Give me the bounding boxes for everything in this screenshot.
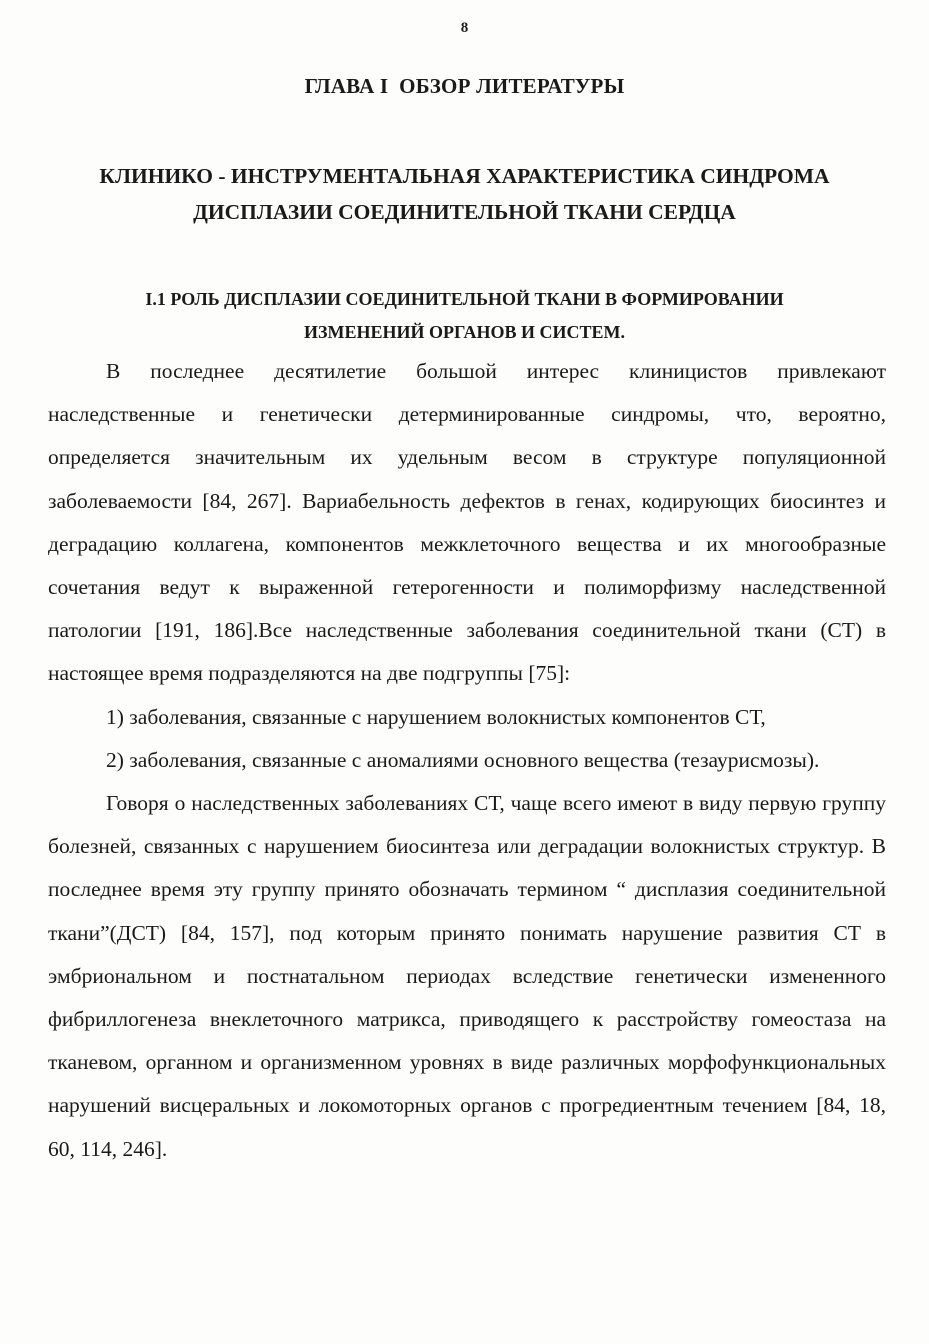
paragraph-intro: В последнее десятилетие большой интерес клиницистов привлекают наследственные и генетически детерминированные синдромы, что, вероятно, определяется значительным их удельным весом в структуре популяционной заболеваемости [84, 267]. Вариабельность дефектов в генах, кодирующих биосинтез и деградацию коллагена, компонентов межклеточного вещества и их многообразные сочетания ведут к выраженной гетерогенности и полиморфизму наследственной патологии [191, 186].Все наследственные заболевания соединительной ткани (СТ) в настоящее время подразделяются на две подгруппы [75]: [48, 359, 886, 686]
list-item-1: 1) заболевания, связанные с нарушением волокнистых компонентов СТ, [106, 704, 766, 729]
body-text [48, 350, 886, 1171]
chapter-title: ГЛАВА I ОБЗОР ЛИТЕРАТУРЫ [304, 74, 625, 98]
section-title-line-1: I.1 РОЛЬ ДИСПЛАЗИИ СОЕДИНИТЕЛЬНОЙ ТКАНИ В ФОРМИРОВАНИИ [145, 289, 784, 309]
main-title-line-2: ДИСПЛАЗИИ СОЕДИНИТЕЛЬНОЙ ТКАНИ СЕРДЦА [193, 200, 736, 224]
list-item-2: 2) заболевания, связанные с аномалиями основного вещества (тезаурисмозы). [106, 747, 820, 772]
page-number: 8 [460, 20, 469, 36]
main-title-line-1: КЛИНИКО - ИНСТРУМЕНТАЛЬНАЯ ХАРАКТЕРИСТИКА СИНДРОМА [99, 164, 830, 188]
paragraph-dst: Говоря о наследственных заболеваниях СТ, чаще всего имеют в виду первую группу болезней, связанных с нарушением биосинтеза или деградации волокнистых структур. В последнее время эту группу принято обозначать термином “ дисплазия соединительной ткани”(ДСТ) [84, 157], под которым принято понимать нарушение развития СТ в эмбриональном и постнатальном периодах вследствие генетически измененного фибриллогенеза внеклеточного матрикса, приводящего к расстройству гомеостаза на тканевом, органном и организменном уровнях в виде различных морфофункциональных нарушений висцеральных и локомоторных органов с прогредиентным течением [84, 18, 60, 114, 246]. [48, 791, 886, 1161]
section-title-line-2: ИЗМЕНЕНИЙ ОРГАНОВ И СИСТЕМ. [303, 322, 625, 342]
main-title [20, 158, 909, 230]
section-title [40, 283, 889, 349]
